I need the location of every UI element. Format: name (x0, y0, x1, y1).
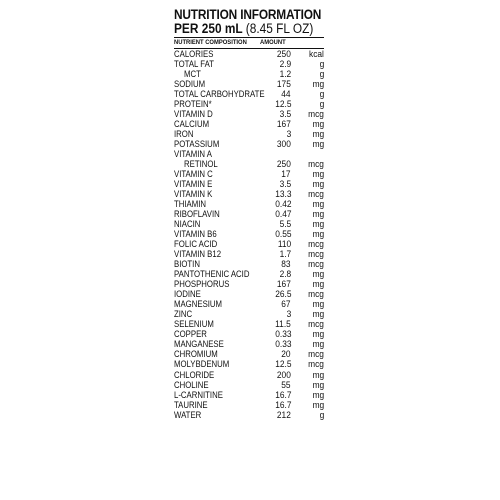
nutrient-name: VITAMIN K (174, 189, 213, 201)
nutrient-name: THIAMIN (174, 199, 207, 211)
nutrient-name: PROTEIN* (174, 99, 212, 111)
nutrient-amount: 16.7 (274, 399, 291, 411)
nutrient-unit: g (319, 99, 324, 111)
nutrient-name: L-CARNITINE (174, 389, 223, 401)
nutrient-name: TOTAL CARBOHYDRATE (174, 89, 265, 101)
nutrient-unit: mcg (308, 319, 324, 331)
nutrient-amount: 3 (286, 129, 291, 141)
nutrient-amount: 2.8 (279, 269, 291, 281)
nutrient-name: RIBOFLAVIN (174, 209, 220, 221)
nutrient-amount: 0.42 (274, 199, 291, 211)
nutrient-unit: kcal (309, 49, 324, 60)
serving-size: PER 250 mL (174, 21, 243, 36)
nutrient-amount: 175 (277, 79, 291, 91)
nutrient-name: VITAMIN C (174, 169, 213, 181)
nutrient-name: VITAMIN D (174, 109, 213, 121)
nutrient-amount: 55 (281, 379, 291, 391)
nutrient-name: VITAMIN B6 (174, 229, 217, 241)
nutrient-name: MAGNESIUM (174, 299, 223, 311)
nutrient-unit: mg (312, 369, 324, 381)
nutrient-amount: 300 (277, 139, 291, 151)
column-header (174, 37, 324, 49)
nutrient-unit: mg (312, 279, 324, 291)
nutrient-unit: mg (312, 199, 324, 211)
nutrient-amount: 2.9 (279, 59, 291, 71)
nutrient-amount: 1.7 (279, 249, 291, 261)
nutrient-name: CHOLINE (174, 379, 209, 391)
nutrient-name: PANTOTHENIC ACID (174, 269, 250, 281)
nutrient-amount: 17 (281, 169, 291, 181)
nutrient-unit: mg (312, 79, 324, 91)
nutrient-name: NIACIN (174, 219, 201, 231)
nutrient-name: SODIUM (174, 79, 206, 91)
nutrient-name: CHROMIUM (174, 349, 218, 361)
nutrient-unit: mg (312, 209, 324, 221)
nutrient-unit: mcg (308, 159, 324, 171)
nutrient-name: IODINE (174, 289, 201, 301)
nutrient-unit: mg (312, 119, 324, 131)
nutrient-unit: mcg (308, 289, 324, 301)
nutrient-amount: 5.5 (279, 219, 291, 231)
nutrient-amount: 167 (277, 119, 291, 131)
nutrient-amount: 3.5 (279, 179, 291, 191)
nutrient-unit: mg (312, 229, 324, 241)
nutrient-name: FOLIC ACID (174, 239, 218, 251)
nutrient-amount: 0.33 (274, 339, 291, 351)
nutrient-unit: mcg (308, 349, 324, 361)
nutrient-amount: 16.7 (274, 389, 291, 401)
nutrient-unit: mcg (308, 189, 324, 201)
nutrient-amount: 44 (281, 89, 291, 101)
panel-title: NUTRITION INFORMATION (174, 7, 322, 22)
nutrient-unit: g (319, 59, 324, 71)
nutrient-unit: mg (312, 329, 324, 341)
nutrient-amount: 167 (277, 279, 291, 291)
nutrient-amount: 83 (281, 259, 291, 271)
nutrient-amount: 0.47 (274, 209, 291, 221)
nutrient-name: BIOTIN (174, 259, 200, 271)
nutrient-name: MANGANESE (174, 339, 224, 351)
nutrient-unit: mcg (308, 259, 324, 271)
nutrient-name: VITAMIN B12 (174, 249, 222, 261)
nutrient-unit: mg (312, 399, 324, 411)
nutrient-unit: mcg (308, 359, 324, 371)
nutrient-list (174, 50, 324, 421)
column-header-amount: AMOUNT (260, 39, 286, 46)
nutrient-unit: mg (312, 139, 324, 151)
nutrient-amount: 26.5 (274, 289, 291, 301)
nutrient-unit: mg (312, 339, 324, 351)
nutrient-amount: 0.55 (274, 229, 291, 241)
nutrient-row (174, 411, 324, 421)
nutrient-unit: mg (312, 269, 324, 281)
nutrient-row (174, 120, 324, 130)
nutrient-name: VITAMIN E (174, 179, 213, 191)
nutrient-row (174, 300, 324, 310)
panel-subtitle (174, 21, 314, 36)
nutrient-name: CALORIES (174, 49, 214, 60)
nutrient-name: RETINOL (184, 159, 218, 171)
nutrition-panel (174, 8, 324, 421)
nutrient-amount: 0.33 (274, 329, 291, 341)
nutrient-name: ZINC (174, 309, 193, 321)
nutrient-name: IRON (174, 129, 194, 141)
nutrient-amount: 1.2 (279, 69, 291, 81)
nutrient-amount: 12.5 (274, 359, 291, 371)
nutrient-unit: mg (312, 309, 324, 321)
nutrient-name: VITAMIN A (174, 149, 212, 161)
nutrient-amount: 3.5 (279, 109, 291, 121)
nutrient-amount: 250 (277, 159, 291, 171)
nutrient-name: WATER (174, 409, 202, 421)
nutrient-amount: 250 (277, 49, 291, 60)
nutrient-unit: mg (312, 179, 324, 191)
nutrient-amount: 200 (277, 369, 291, 381)
nutrient-name: PHOSPHORUS (174, 279, 230, 291)
nutrient-unit: mcg (308, 109, 324, 121)
nutrient-unit: mg (312, 219, 324, 231)
nutrient-unit: mg (312, 299, 324, 311)
nutrient-unit: mg (312, 379, 324, 391)
nutrient-amount: 13.3 (274, 189, 291, 201)
column-header-nutrient: NUTRIENT COMPOSITION (174, 39, 247, 46)
nutrient-name: SELENIUM (174, 319, 214, 331)
nutrient-name: COPPER (174, 329, 207, 341)
nutrient-unit: mg (312, 129, 324, 141)
nutrient-name: CHLORIDE (174, 369, 215, 381)
nutrient-unit: g (319, 69, 324, 81)
nutrient-amount: 212 (277, 409, 291, 421)
nutrient-unit: mg (312, 169, 324, 181)
nutrient-unit: g (319, 409, 324, 421)
serving-size-oz: (8.45 FL OZ) (245, 21, 314, 36)
nutrient-amount: 67 (281, 299, 291, 311)
nutrient-amount: 110 (277, 239, 291, 251)
nutrient-name: CALCIUM (174, 119, 210, 131)
nutrient-name: MOLYBDENUM (174, 359, 230, 371)
nutrient-unit: mcg (308, 249, 324, 261)
nutrient-amount: 11.5 (275, 319, 291, 331)
nutrient-name: TAURINE (174, 399, 208, 411)
nutrient-amount: 20 (281, 349, 291, 361)
nutrient-amount: 12.5 (274, 99, 291, 111)
nutrient-amount: 3 (286, 309, 291, 321)
nutrient-name: MCT (184, 69, 201, 81)
nutrient-unit: g (319, 89, 324, 101)
nutrient-name: POTASSIUM (174, 139, 220, 151)
nutrient-unit: mg (312, 389, 324, 401)
nutrient-name: TOTAL FAT (174, 59, 214, 71)
nutrient-unit: mcg (308, 239, 324, 251)
